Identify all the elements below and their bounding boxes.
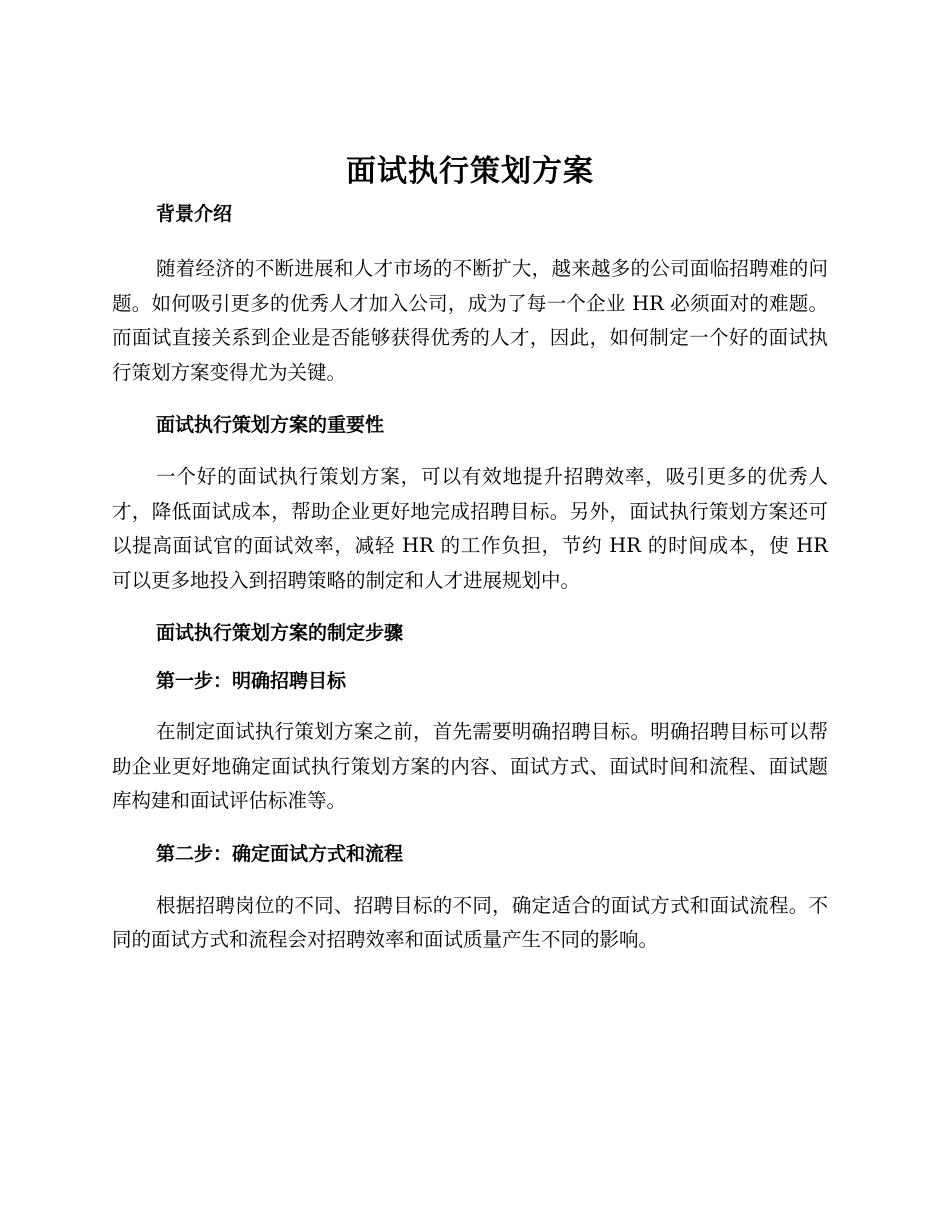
section-heading-step-one: 第一步：明确招聘目标 (156, 670, 347, 692)
section-heading-steps: 面试执行策划方案的制定步骤 (156, 622, 404, 644)
paragraph-step-two: 根据招聘岗位的不同、招聘目标的不同，确定适合的面试方式和面试流程。不同的面试方式和流程会对招聘效率和面试质量产生不同的影响。 (112, 893, 828, 951)
document-title: 面试执行策划方案 (346, 154, 594, 189)
paragraph-background: 随着经济的不断进展和人才市场的不断扩大，越来越多的公司面临招聘难的问题。如何吸引更多的优秀人才加入公司，成为了每一个企业 HR 必须面对的难题。而面试直接关系到企业是否能够获得优秀的人才，因此，如何制定一个好的面试执行策划方案变得尤为关键。 (112, 257, 828, 384)
paragraph-step-one: 在制定面试执行策划方案之前，首先需要明确招聘目标。明确招聘目标可以帮助企业更好地确定面试执行策划方案的内容、面试方式、面试时间和流程、面试题库构建和面试评估标准等。 (112, 720, 828, 812)
document-page (112, 150, 828, 958)
section-heading-step-two: 第二步：确定面试方式和流程 (156, 842, 404, 865)
section-heading-importance: 面试执行策划方案的重要性 (156, 414, 385, 436)
paragraph-importance: 一个好的面试执行策划方案，可以有效地提升招聘效率，吸引更多的优秀人才，降低面试成本，帮助企业更好地完成招聘目标。另外，面试执行策划方案还可以提高面试官的面试效率，减轻 HR 的工作负担，节约 HR 的时间成本，使 HR 可以更多地投入到招聘策略的制定和人才进展规划中。 (112, 465, 828, 592)
section-heading-background: 背景介绍 (156, 203, 233, 225)
